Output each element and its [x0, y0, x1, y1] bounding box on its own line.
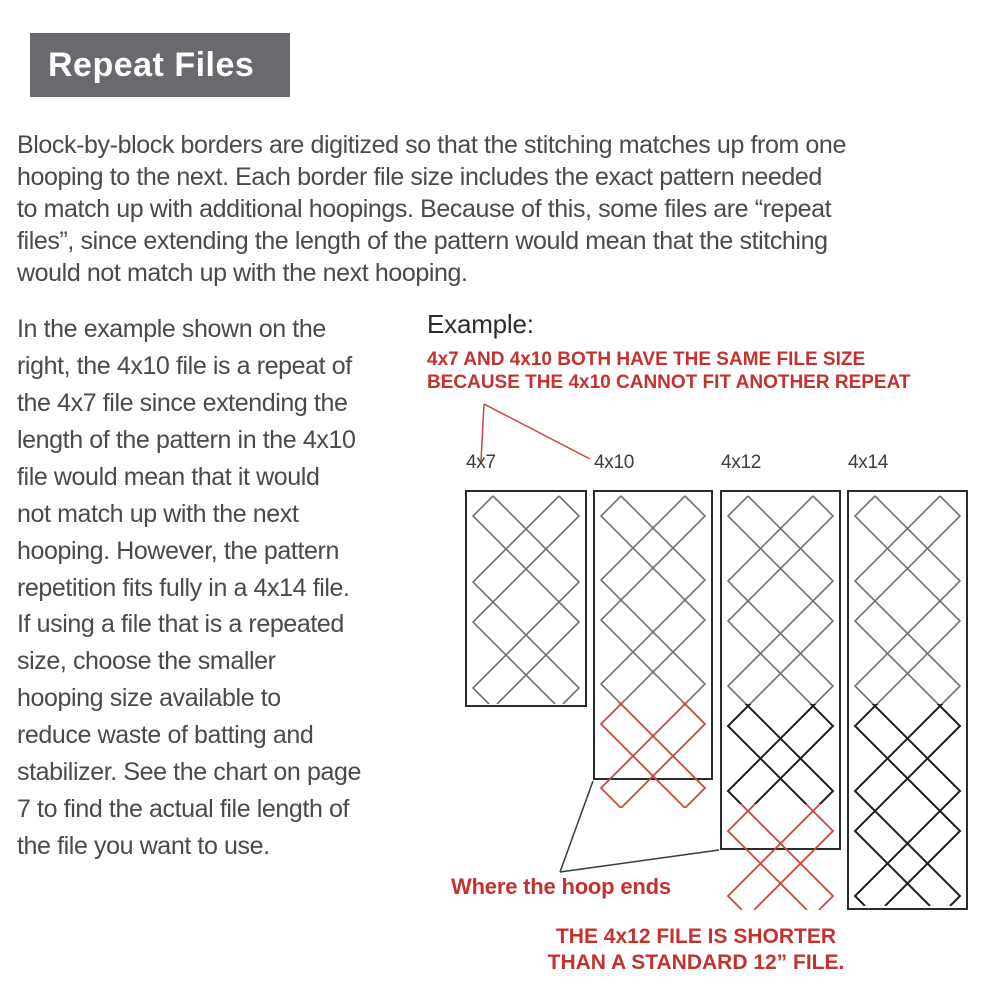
repeat-shorter-note [540, 924, 852, 976]
text-line: hooping. However, the pattern [17, 537, 339, 565]
text-line: not match up with the next [17, 500, 299, 528]
text-line: length of the pattern in the 4x10 [17, 426, 356, 454]
text-line: 4x7 AND 4x10 BOTH HAVE THE SAME FILE SIZE [427, 349, 866, 370]
stitch-path-overflow [601, 496, 705, 808]
text-line: Block-by-block borders are digitized so that the stitching matches up from one [17, 131, 846, 159]
text-line: In the example shown on the [17, 315, 326, 343]
text-line: files”, since extending the length of the pattern would mean that the stitching [17, 227, 828, 255]
red-callout-line [484, 404, 590, 459]
hoop-size-label: 4x10 [594, 452, 635, 473]
text-line: the 4x7 file since extending the [17, 389, 348, 417]
leader-line [560, 850, 719, 872]
stitch-path [601, 496, 705, 808]
stitch-path [601, 496, 705, 808]
text-line: repetition fits fully in a 4x14 file. [17, 574, 350, 602]
text-line: size, choose the smaller [17, 647, 276, 675]
text-line: 7 to find the actual file length of [17, 795, 350, 823]
hoop-frame [848, 491, 967, 909]
example-heading: Example: [427, 309, 534, 339]
text-line: THAN A STANDARD 12” FILE. [547, 951, 845, 974]
text-line: hooping to the next. Each border file size includes the exact pattern needed [17, 163, 822, 191]
stitch-path [601, 496, 705, 808]
text-line: BECAUSE THE 4x10 CANNOT FIT ANOTHER REPEAT [427, 371, 911, 393]
hoop-box-4x7 [466, 491, 586, 706]
text-line: to match up with additional hoopings. Because of this, some files are “repeat [17, 195, 832, 223]
text-line: would not match up with the next hooping. [17, 259, 468, 287]
text-line: reduce waste of batting and [17, 721, 314, 749]
hoop-box-4x14 [848, 491, 967, 909]
hoop-size-label: 4x14 [848, 452, 889, 473]
hoop-frame [721, 491, 840, 849]
stitch-path-overflow [601, 496, 705, 808]
text-line: If using a file that is a repeated [17, 610, 344, 638]
stitch-path [601, 496, 705, 808]
hoop-end-note: Where the hoop ends [451, 874, 671, 899]
hoop-size-label: 4x12 [721, 452, 762, 473]
hoop-frame [466, 491, 586, 706]
text-line: hooping size available to [17, 684, 281, 712]
hoop-box-4x10 [594, 491, 712, 808]
stitch-path-overflow [601, 496, 705, 808]
stitch-path-overflow [601, 496, 705, 808]
text-line: the file you want to use. [17, 832, 270, 860]
text-line: THE 4x12 FILE IS SHORTER [555, 925, 837, 948]
hoop-box-4x12 [721, 491, 840, 910]
text-line: file would mean that it would [17, 463, 320, 491]
text-line: right, the 4x10 file is a repeat of [17, 352, 352, 380]
hoop-size-label: 4x7 [466, 452, 496, 473]
page-title: Repeat Files [48, 45, 255, 84]
leader-line [560, 781, 593, 872]
text-line: stabilizer. See the chart on page [17, 758, 361, 786]
